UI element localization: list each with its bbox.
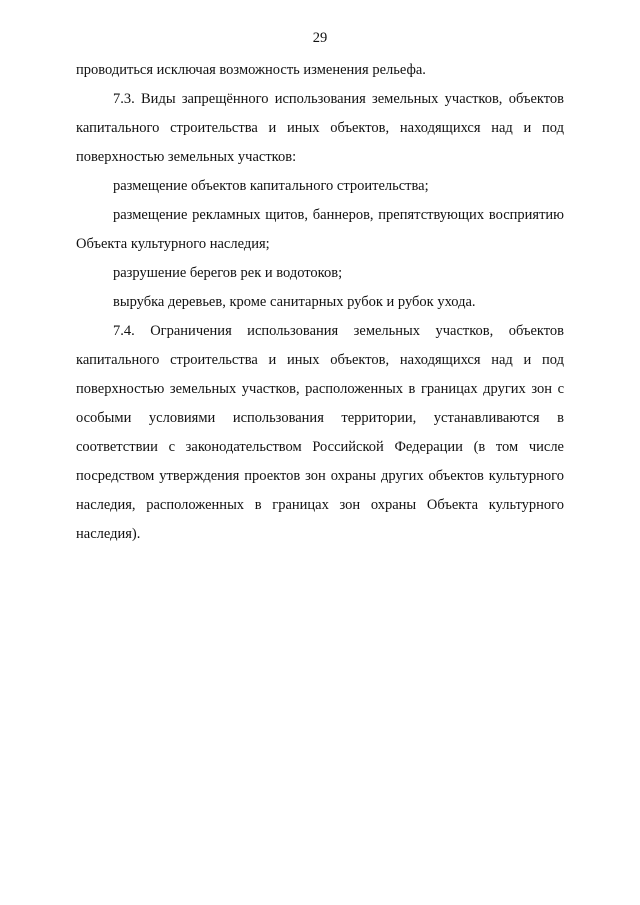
list-item-advertising-boards: размещение рекламных щитов, баннеров, препятствующих восприятию Объекта культурного наследия; [76,207,564,252]
page-number: 29 [312,30,328,46]
paragraph-section-7-3: 7.3. Виды запрещённого использования земельных участков, объектов капитального строительства и иных объектов, находящихся над и под поверхностью земельных участков: [76,91,564,165]
list-item-capital-construction: размещение объектов капитального строительства; [113,178,429,194]
list-item-riverbank-destruction: разрушение берегов рек и водотоков; [113,265,343,281]
paragraph-continuation: проводиться исключая возможность изменения рельефа. [76,62,426,78]
list-item-tree-felling: вырубка деревьев, кроме санитарных рубок и рубок ухода. [113,294,476,310]
paragraph-section-7-4: 7.4. Ограничения использования земельных участков, объектов капитального строительства и иных объектов, находящихся над и под поверхностью земельных участков, расположенных в границах других зон с особыми условиями использования территории, устанавливаются в соответствии с законодательством Российской Федерации (в том числе посредством утверждения проектов зон охраны других объектов культурного наследия, расположенных в границах зон охраны Объекта культурного наследия). [76,323,564,542]
document-body [76,56,564,549]
